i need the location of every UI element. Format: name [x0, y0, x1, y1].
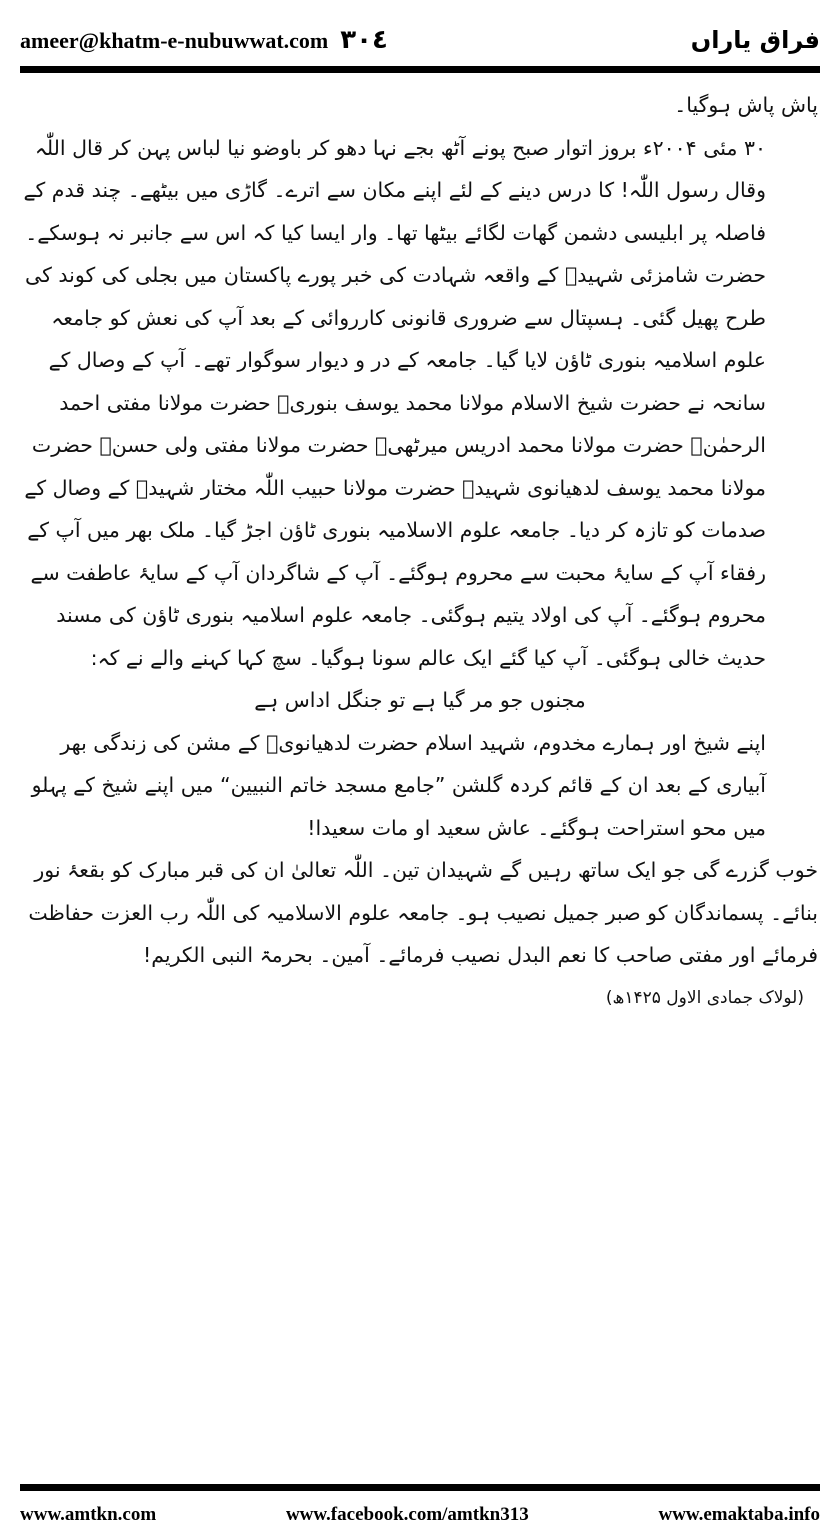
paragraph-2: ۳۰ مئی ۲۰۰۴ء بروز اتوار صبح پونے آٹھ بجے نہا دھو کر باوضو نیا لباس پہن کر قال اللّٰہ وقال رسول اللّٰہ! کا درس دینے کے لئے اپنے مکان سے اترے۔ گاڑی میں بیٹھے۔ چند قدم کے فاصلہ پر ابلیسی دشمن گھات لگائے بیٹھا تھا۔ وار ایسا کیا کہ اس سے جانبر نہ ہوسکے۔ [23, 135, 766, 245]
footer-link-facebook: www.facebook.com/amtkn313 [285, 1504, 529, 1525]
page-footer [20, 1500, 820, 1530]
page-body [22, 84, 818, 1484]
citation: (لولاک جمادی الاول ۱۴۲۵ھ) [605, 987, 804, 1008]
paragraph-4: اپنے شیخ اور ہمارے مخدوم، شہید اسلام حضرت لدھیانویؒ کے مشن کی زندگی بھر آبیاری کے بعد ان کے قائم کردہ گلشن ”جامع مسجد خاتم النبیین“ میں اپنے شیخ کے پہلو میں محو استراحت ہوگئے۔ عاش سعید او مات سعیدا! [31, 730, 766, 840]
verse-line: مجنوں جو مر گیا ہے تو جنگل اداس ہے [254, 688, 586, 712]
paragraph-3: حضرت شامزئی شہیدؒ کے واقعہ شہادت کی خبر پورے پاکستان میں بجلی کی کوند کی طرح پھیل گئی۔ ہسپتال سے ضروری قانونی کارروائی کے بعد آپ کی نعش کو جامعہ علوم اسلامیہ بنوری ٹاؤن لایا گیا۔ جامعہ کے در و دیوار سوگوار تھے۔ آپ کے وصال کے سانحہ نے حضرت شیخ الاسلام مولانا محمد یوسف بنوریؒ حضرت مولانا مفتی احمد الرحمٰنؒ حضرت مولانا محمد ادریس میرٹھیؒ حضرت مولانا مفتی ولی حسنؒ حضرت مولانا محمد یوسف لدھیانوی شہیدؒ حضرت مولانا حبیب اللّٰہ مختار شہیدؒ کے وصال کے صدمات کو تازہ کر دیا۔ جامعہ علوم الاسلامیہ بنوری ٹاؤن اجڑ گیا۔ ملک بھر میں آپ کے رفقاء آپ کے سایۂ محبت سے محروم ہوگئے۔ آپ کے شاگردان آپ کے سایۂ عاطفت سے محروم ہوگئے۔ آپ کی اولاد یتیم ہوگئی۔ جامعہ علوم اسلامیہ بنوری ٹاؤن کی مسند حدیث خالی ہوگئی۔ آپ کیا گئے ایک عالم سونا ہوگیا۔ سچ کہا کہنے والے نے کہ: [24, 263, 766, 670]
page-header [20, 18, 820, 62]
footer-rule [20, 1484, 820, 1491]
header-rule [20, 66, 820, 73]
page-number: ٣٠٤ [340, 25, 388, 55]
header-email: ameer@khatm-e-nubuwwat.com [20, 28, 329, 53]
footer-link-emaktaba: www.emaktaba.info [658, 1504, 820, 1525]
paragraph-5: خوب گزرے گی جو ایک ساتھ رہیں گے شہیدان تین۔ اللّٰہ تعالیٰ ان کی قبر مبارک کو بقعۂ نور بنائے۔ پسماندگان کو صبر جمیل نصیب ہو۔ جامعہ علوم الاسلامیہ کی اللّٰہ رب العزت حفاظت فرمائے اور مفتی صاحب کا نعم البدل نصیب فرمائے۔ آمین۔ بحرمۃ النبی الکریم! [28, 858, 818, 967]
book-title: فراق یاراں [690, 26, 820, 54]
header-left [20, 25, 388, 55]
paragraph-1: پاش پاش ہوگیا۔ [674, 93, 818, 117]
footer-link-amtkn: www.amtkn.com [20, 1504, 157, 1525]
